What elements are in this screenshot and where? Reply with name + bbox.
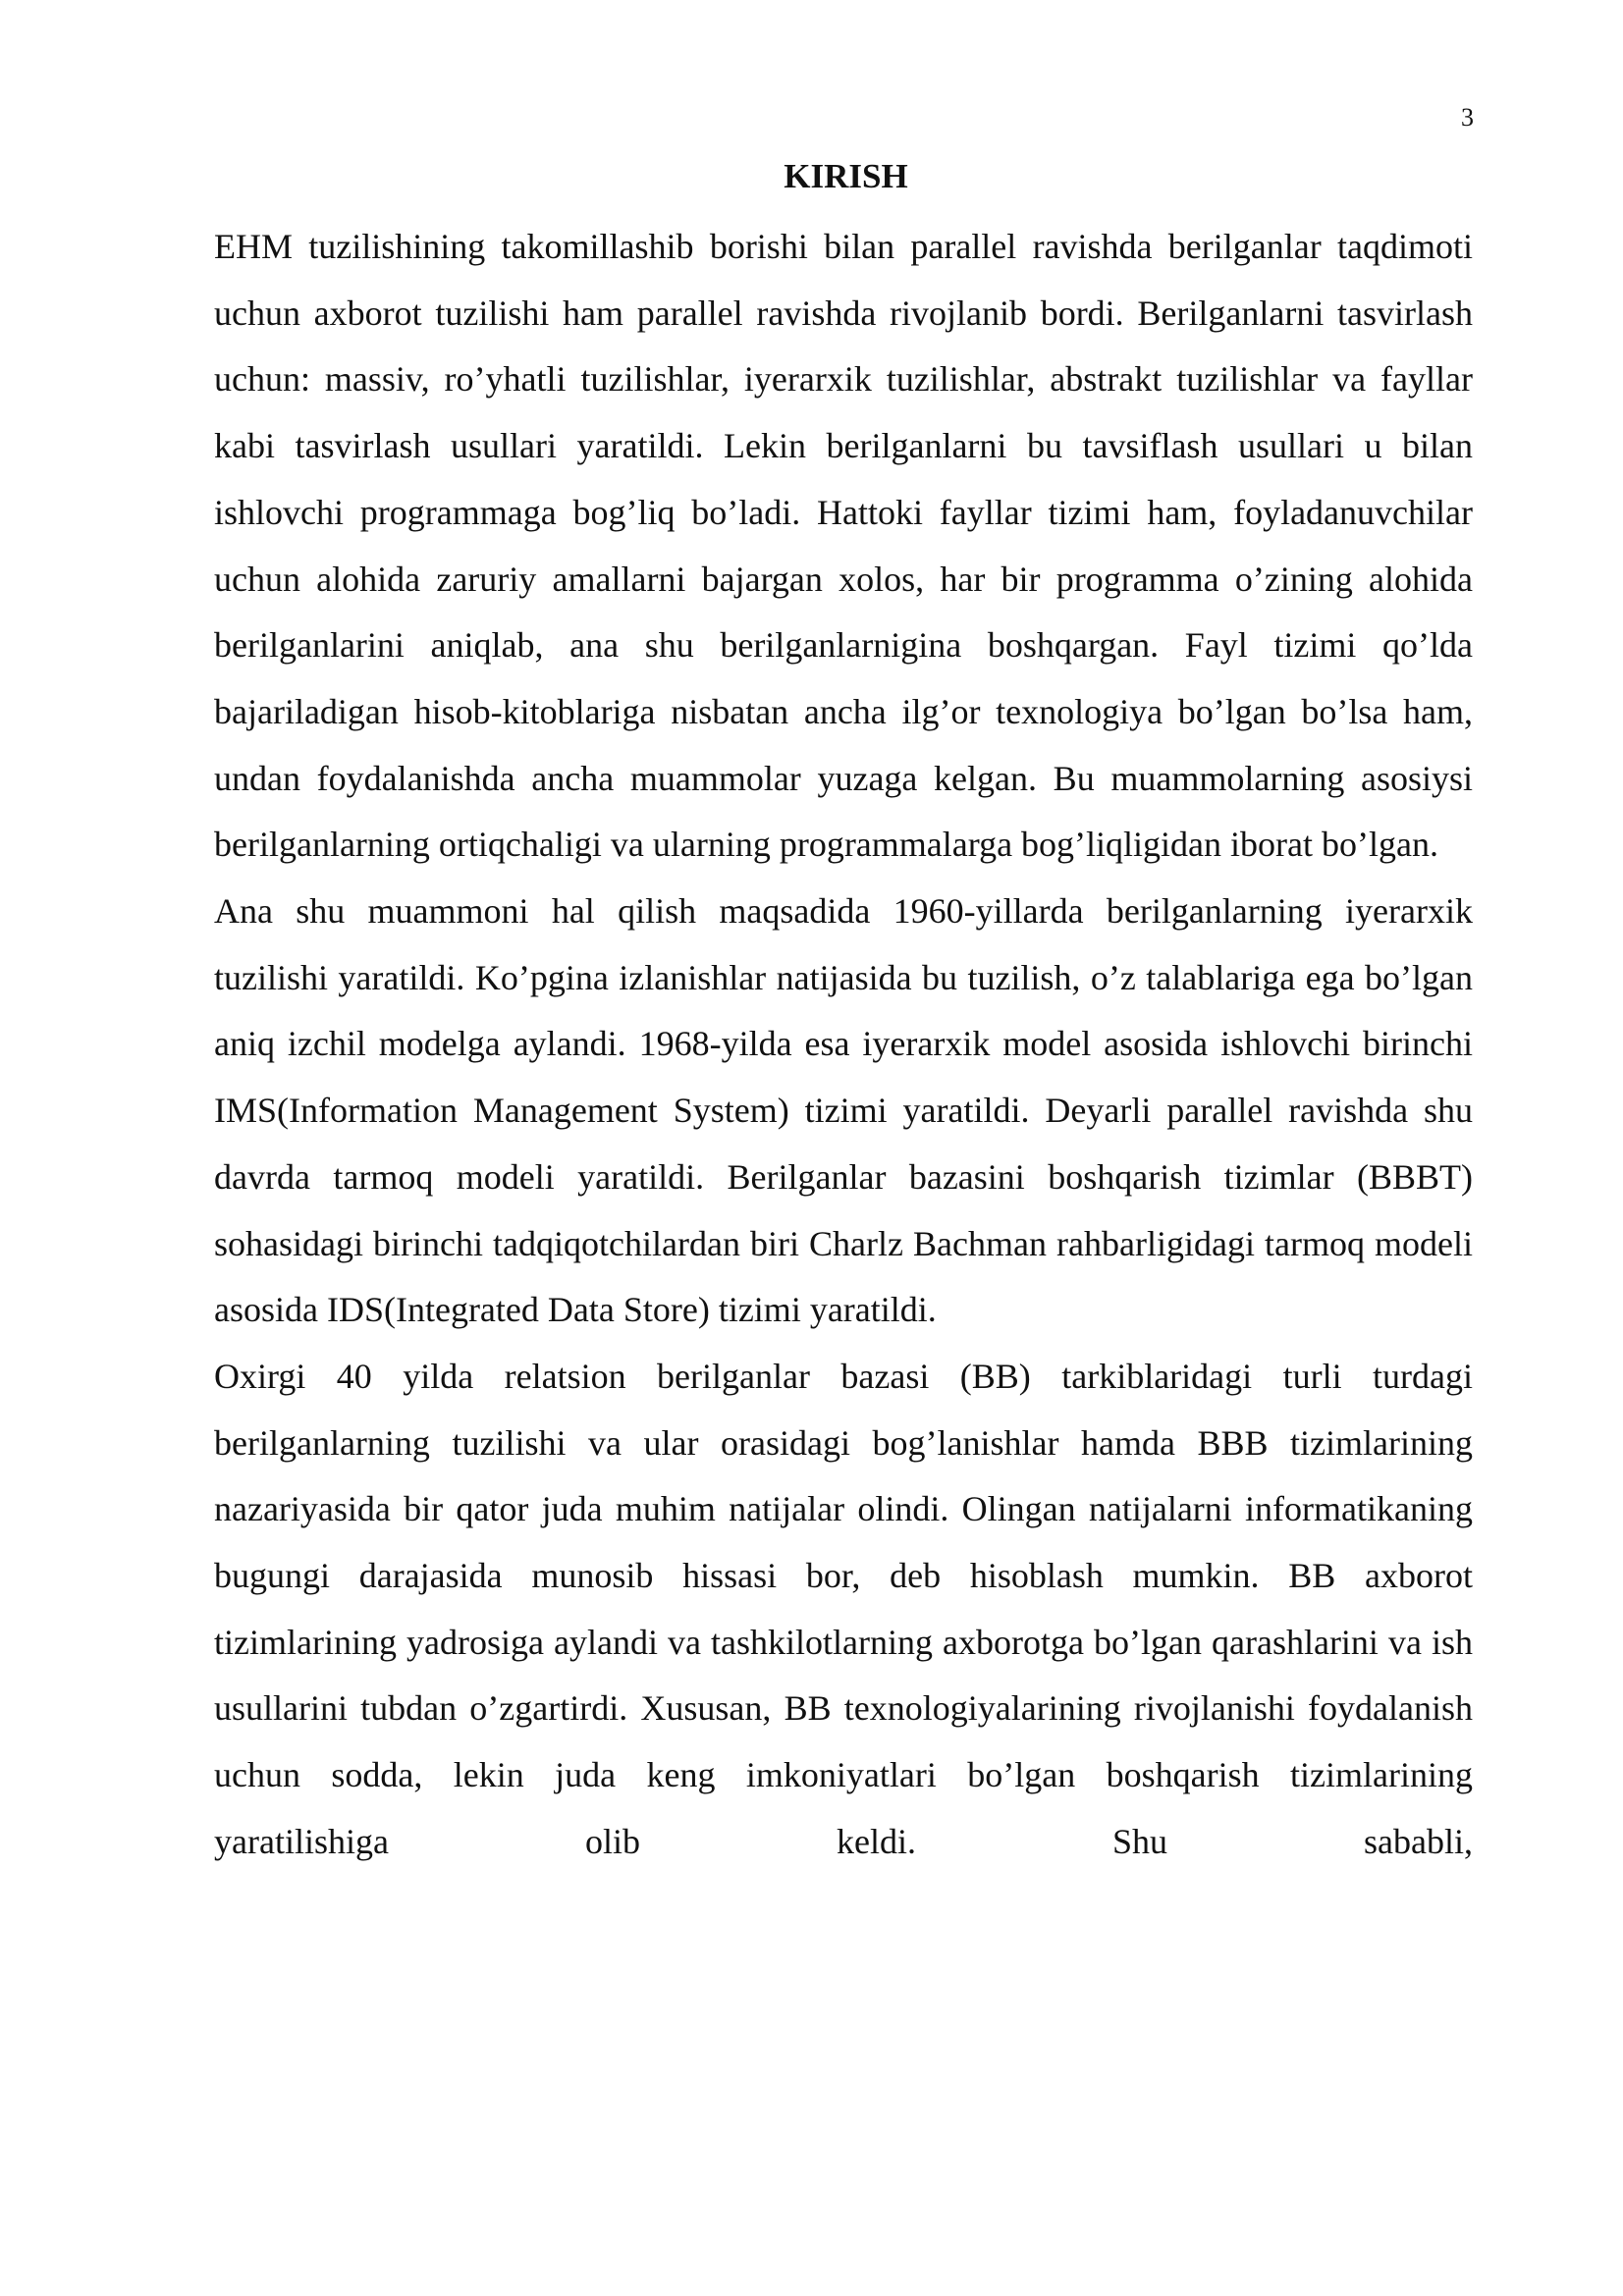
paragraph-3: Oxirgi 40 yilda relatsion berilganlar bazasi (BB) tarkiblaridagi turli turdagi berilganlarning tuzilishi va ular orasidagi bog’lanishlar hamda BBB tizimlarining nazariyasida bir qator juda muhim natijalar olindi. Olingan natijalarni informatikaning bugungi darajasida munosib hissasi bor, deb hisoblash mumkin. BB axborot tizimlarining yadrosiga aylandi va tashkilotlarning axborotga bo’lgan qarashlarini va ish usullarini tubdan o’zgartirdi. Xususan, BB texnologiyalarining rivojlanishi foydalanish uchun sodda, lekin juda keng imkoniyatlari bo’lgan boshqarish tizimlarining yaratilishiga olib keldi. Shu sababli, bbox=[214, 1356, 1473, 1861]
paragraph-2: Ana shu muammoni hal qilish maqsadida 1960-yillarda berilganlarning iyerarxik tuzilishi yaratildi. Ko’pgina izlanishlar natijasida bu tuzilish, o’z talablariga ega bo’lgan aniq izchil modelga aylandi. 1968-yilda esa iyerarxik model asosida ishlovchi birinchi IMS(Information Management System) tizimi yaratildi. Deyarli parallel ravishda shu davrda tarmoq modeli yaratildi. Berilganlar bazasini boshqarish tizimlar (BBBT) sohasidagi birinchi tadqiqotchilardan biri Charlz Bachman rahbarligidagi tarmoq modeli asosida IDS(Integrated Data Store) tizimi yaratildi. bbox=[214, 891, 1473, 1330]
page-title: KIRISH bbox=[784, 157, 908, 195]
paragraph-1: EHM tuzilishining takomillashib borishi bilan parallel ravishda berilganlar taqdimoti uchun axborot tuzilishi ham parallel ravishda rivojlanib bordi. Berilganlarni tasvirlash uchun: massiv, ro’yhatli tuzilishlar, iyerarxik tuzilishlar, abstrakt tuzilishlar va fayllar kabi tasvirlash usullari yaratildi. Lekin berilganlarni bu tavsiflash usullari u bilan ishlovchi programmaga bog’liq bo’ladi. Hattoki fayllar tizimi ham, foyladanuvchilar uchun alohida zaruriy amallarni bajargan xolos, har bir programma o’zining alohida berilganlarini aniqlab, ana shu berilganlarnigina boshqargan. Fayl tizimi qo’lda bajariladigan hisob-kitoblariga nisbatan ancha ilg’or texnologiya bo’lgan bo’lsa ham, undan foydalanishda ancha muammolar yuzaga kelgan. Bu muammolarning asosiysi berilganlarning ortiqchaligi va ularning programmalarga bog’liqligidan iborat bo’lgan. bbox=[214, 227, 1473, 865]
body-text bbox=[214, 214, 1473, 1876]
page-number: 3 bbox=[1461, 103, 1474, 132]
